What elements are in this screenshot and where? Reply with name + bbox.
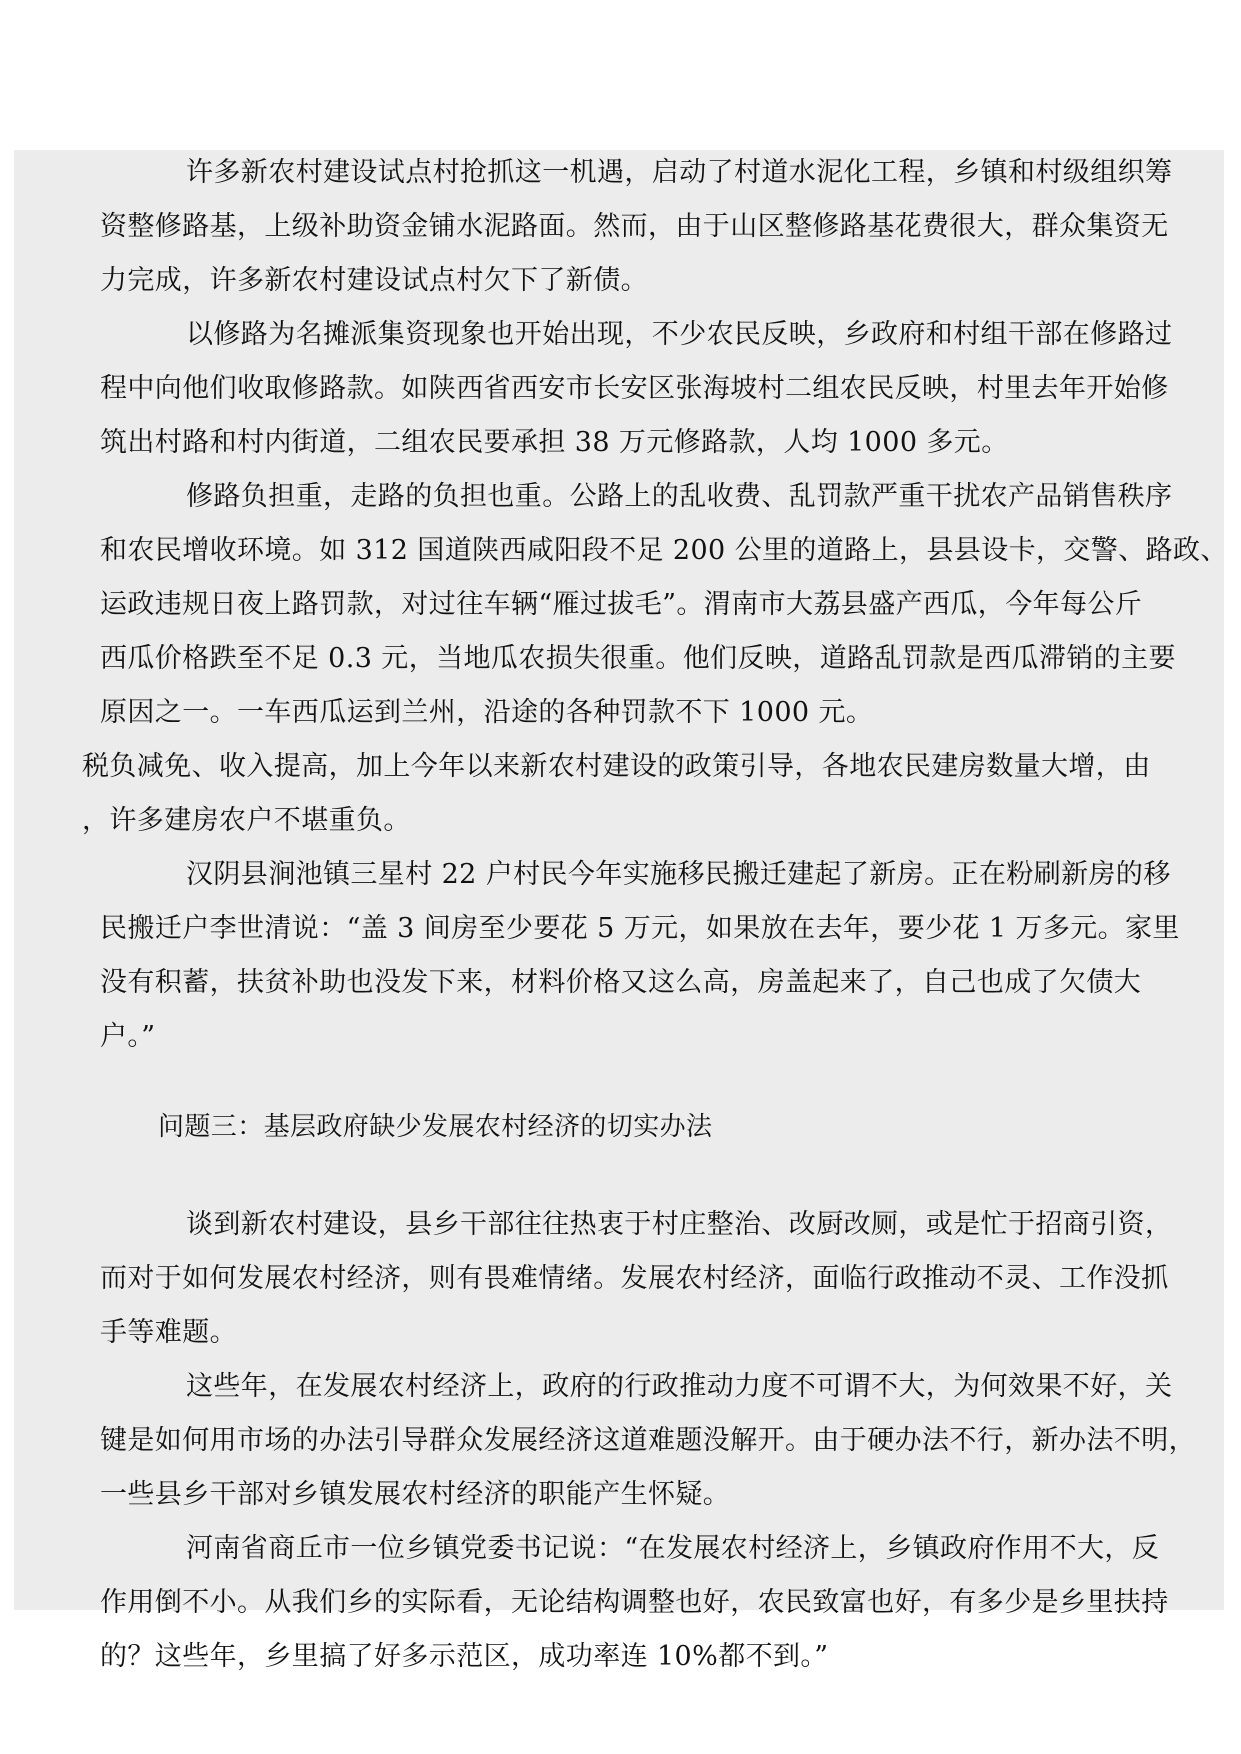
text-line: 修路负担重，走路的负担也重。公路上的乱收费、乱罚款严重干扰农产品销售秩序 [186, 481, 1173, 512]
text-line: 民搬迁户李世清说：“盖 3 间房至少要花 5 万元，如果放在去年，要少花 1 万多元。家里 [100, 913, 1180, 944]
text-line: 西瓜价格跌至不足 0.3 元，当地瓜农损失很重。他们反映，道路乱罚款是西瓜滞销的主要 [100, 643, 1176, 674]
text-line: 一些县乡干部对乡镇发展农村经济的职能产生怀疑。 [100, 1479, 731, 1510]
text-line: 力完成，许多新农村建设试点村欠下了新债。 [100, 265, 648, 296]
text-line: 运政违规日夜上路罚款，对过往车辆“雁过拔毛”。渭南市大荔县盛产西瓜，今年每公斤 [100, 589, 1143, 620]
text-line: 程中向他们收取修路款。如陕西省西安市长安区张海坡村二组农民反映，村里去年开始修 [100, 373, 1169, 404]
text-line: 的？这些年，乡里搞了好多示范区，成功率连 10%都不到。” [100, 1641, 829, 1672]
section-heading: 问题三：基层政府缺少发展农村经济的切实办法 [158, 1112, 713, 1142]
text-line: 手等难题。 [100, 1317, 237, 1348]
text-line: 没有积蓄，扶贫补助也没发下来，材料价格又这么高，房盖起来了，自己也成了欠债大 [100, 967, 1142, 998]
text-line: 许多新农村建设试点村抢抓这一机遇，启动了村道水泥化工程，乡镇和村级组织筹 [186, 157, 1173, 188]
text-line: 这些年，在发展农村经济上，政府的行政推动力度不可谓不大，为何效果不好，关 [186, 1371, 1173, 1402]
text-line: 作用倒不小。从我们乡的实际看，无论结构调整也好，农民致富也好，有多少是乡里扶持 [100, 1587, 1169, 1618]
text-line: 键是如何用市场的办法引导群众发展经济这道难题没解开。由于硬办法不行，新办法不明， [100, 1425, 1196, 1456]
text-line: 以修路为名摊派集资现象也开始出现，不少农民反映，乡政府和村组干部在修路过 [186, 319, 1173, 350]
document-page [14, 150, 1228, 1672]
text-line: 税负减免、收入提高，加上今年以来新农村建设的政策引导，各地农民建房数量大增，由 [82, 751, 1151, 782]
text-line: 汉阴县涧池镇三星村 22 户村民今年实施移民搬迁建起了新房。正在粉刷新房的移 [186, 859, 1171, 890]
text-line: 户。” [100, 1021, 156, 1052]
text-line: 筑出村路和村内街道，二组农民要承担 38 万元修路款，人均 1000 多元。 [100, 427, 1009, 458]
text-line: 原因之一。一车西瓜运到兰州，沿途的各种罚款不下 1000 元。 [100, 697, 874, 728]
text-line: ，许多建房农户不堪重负。 [82, 805, 411, 836]
text-line: 和农民增收环境。如 312 国道陕西咸阳段不足 200 公里的道路上，县县设卡，交警、路政、 [100, 535, 1228, 566]
text-line: 谈到新农村建设，县乡干部往往热衷于村庄整治、改厨改厕，或是忙于招商引资， [186, 1209, 1173, 1240]
text-line: 资整修路基，上级补助资金铺水泥路面。然而，由于山区整修路基花费很大，群众集资无 [100, 211, 1169, 242]
text-line: 河南省商丘市一位乡镇党委书记说：“在发展农村经济上，乡镇政府作用不大，反 [186, 1533, 1160, 1564]
text-line: 而对于如何发展农村经济，则有畏难情绪。发展农村经济，面临行政推动不灵、工作没抓 [100, 1263, 1169, 1294]
